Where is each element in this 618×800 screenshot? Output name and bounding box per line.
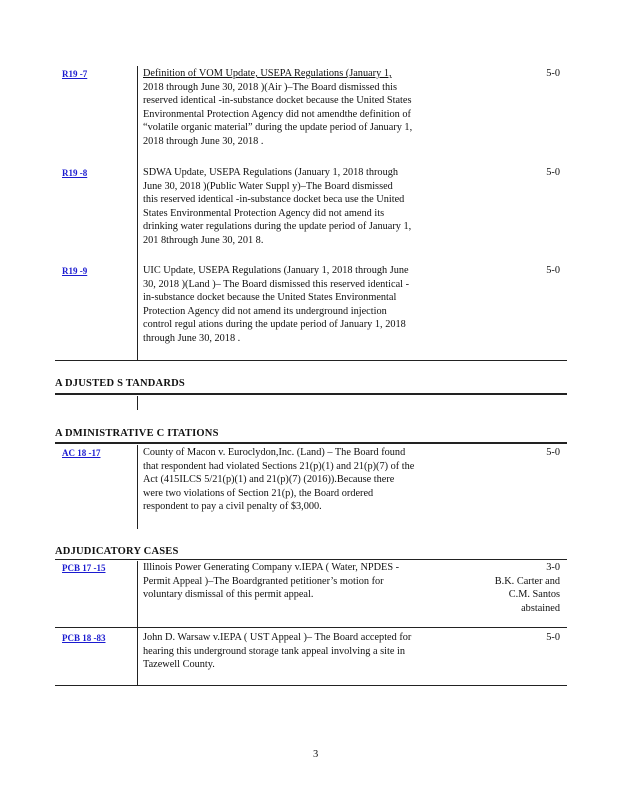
case-description-r19-9	[143, 264, 455, 346]
vote-note: abstained	[521, 602, 560, 614]
description-line: UIC Update, USEPA Regulations (January 1, 2018 through June	[143, 265, 409, 276]
docket-link-pcb-17-15[interactable]: PCB 17 -15	[62, 563, 106, 573]
docket-link-r19-9[interactable]: R19 -9	[62, 266, 88, 276]
vote-note: C.M. Santos	[508, 589, 560, 601]
description-line: SDWA Update, USEPA Regulations (January 1, 2018 through	[143, 167, 399, 178]
case-description-r19-7	[143, 67, 455, 149]
row-separator	[55, 685, 567, 686]
case-description-pcb-17-15	[143, 561, 455, 602]
vote-count: 3-0	[546, 562, 560, 573]
row-separator	[55, 360, 567, 361]
vote-ac-18-17: 5-0	[546, 447, 560, 458]
section-heading-adjudicatory-cases: ADJUDICATORY CASES	[55, 546, 179, 557]
description-line: hearing this underground storage tank appeal involving a site in	[143, 645, 406, 657]
description-line: “volatile organic material” during the update period of January 1,	[143, 122, 413, 134]
description-line: 201 8through June 30, 201 8.	[143, 234, 264, 246]
section-heading-adjusted-standards: A DJUSTED S TANDARDS	[55, 378, 185, 389]
case-description-ac-18-17	[143, 446, 455, 514]
description-line: control regul ations during the update period of January 1, 2018	[143, 319, 406, 331]
description-line: Act (415ILCS 5/21(p)(1) and 21(p)(7) (2016)).Because there	[143, 474, 395, 486]
column-divider	[137, 396, 138, 410]
description-line: 2018 through June 30, 2018 .	[143, 135, 264, 147]
vote-r19-9: 5-0	[546, 265, 560, 276]
vote-r19-7: 5-0	[546, 68, 560, 79]
description-line: Definition of VOM Update, USEPA Regulations (January 1,	[143, 68, 392, 79]
case-description-pcb-18-83	[143, 631, 455, 672]
description-line: reserved identical -in-substance docket because the United States	[143, 95, 412, 107]
description-line: 2018 through June 30, 2018 )(Air )–The Board dismissed this	[143, 81, 397, 93]
row-separator	[55, 627, 567, 628]
column-divider	[137, 561, 138, 685]
description-line: respondent to pay a civil penalty of $3,000.	[143, 501, 322, 513]
description-line: Permit Appeal )–The Boardgranted petitioner’s motion for	[143, 575, 384, 587]
docket-link-r19-7[interactable]: R19 -7	[62, 69, 88, 79]
section-rule	[55, 393, 567, 395]
docket-link-r19-8[interactable]: R19 -8	[62, 168, 88, 178]
description-line: County of Macon v. Euroclydon,Inc. (Land) – The Board found	[143, 447, 406, 458]
vote-pcb-17-15	[495, 561, 560, 615]
description-line: this reserved identical -in-substance docket beca use the United	[143, 194, 405, 206]
description-line: that respondent had violated Sections 21(p)(1) and 21(p)(7) of the	[143, 460, 415, 472]
description-line: drinking water regulations during the update period of January 1,	[143, 221, 412, 233]
section-rule	[55, 442, 567, 444]
description-line: John D. Warsaw v.IEPA ( UST Appeal )– The Board accepted for	[143, 632, 412, 643]
description-line: in-substance docket because the United States Environmental	[143, 292, 397, 304]
column-divider	[137, 445, 138, 529]
docket-link-pcb-18-83[interactable]: PCB 18 -83	[62, 633, 106, 643]
description-line: States Environmental Protection Agency did not amend its	[143, 207, 385, 219]
case-description-r19-8	[143, 166, 455, 248]
description-line: Environmental Protection Agency did not amendthe definition of	[143, 108, 411, 120]
description-line: voluntary dismissal of this permit appeal.	[143, 589, 314, 601]
description-line: were two violations of Section 21(p), the Board ordered	[143, 487, 374, 499]
description-line: through June 30, 2018 .	[143, 332, 241, 344]
section-rule	[55, 559, 567, 560]
description-line: 30, 2018 )(Land )– The Board dismissed this reserved identical -	[143, 278, 410, 290]
docket-link-ac-18-17[interactable]: AC 18 -17	[62, 448, 101, 458]
description-line: Tazewell County.	[143, 659, 215, 671]
vote-r19-8: 5-0	[546, 167, 560, 178]
description-line: Illinois Power Generating Company v.IEPA ( Water, NPDES -	[143, 562, 400, 573]
description-line: Protection Agency did not amend its underground injection	[143, 305, 387, 317]
page-number: 3	[313, 749, 319, 760]
description-line: June 30, 2018 )(Public Water Suppl y)–The Board dismissed	[143, 180, 393, 192]
vote-pcb-18-83: 5-0	[546, 632, 560, 643]
column-divider	[137, 66, 138, 360]
section-heading-administrative-citations: A DMINISTRATIVE C ITATIONS	[55, 428, 219, 439]
vote-note: B.K. Carter and	[494, 575, 560, 587]
